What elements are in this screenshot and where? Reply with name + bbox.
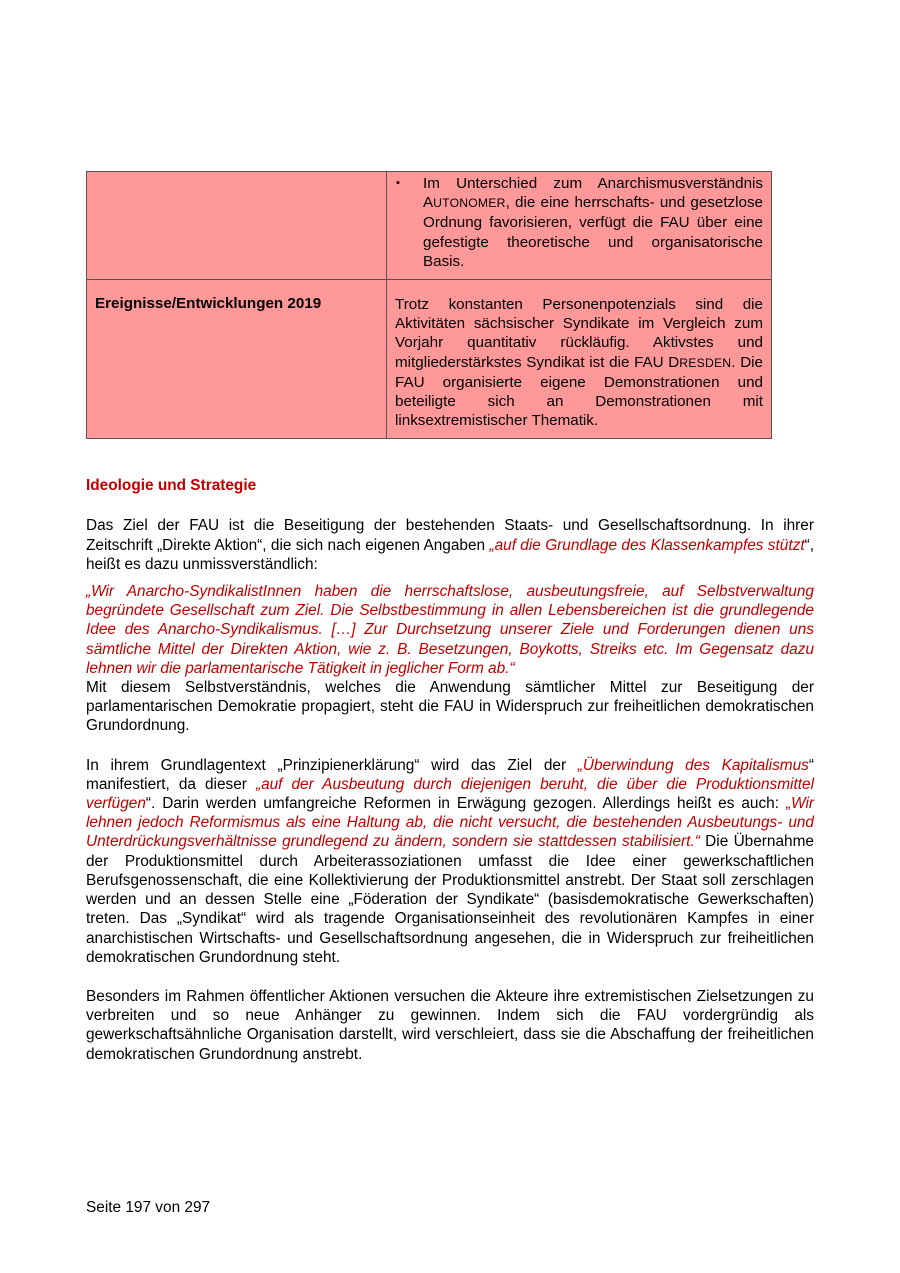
paragraph bbox=[86, 516, 814, 574]
cell-text-part: Trotz konstanten Personenpotenzials sind die Aktivitäten sächsischer Syndikate im Vergleich zum Vorjahr quantitativ rückläufig. Aktivstes und mitgliederstärkstes Syndikat ist die FAU D bbox=[395, 296, 763, 371]
section-heading: Ideologie und Strategie bbox=[86, 477, 257, 495]
text-run: “. Darin werden umfangreiche Reformen in Erwägung gezogen. Allerdings heißt es auch: bbox=[145, 795, 786, 813]
table-row bbox=[87, 280, 772, 439]
quote-run: „auf der Ausbeutung durch diejenigen beruht, die über die Produktionsmittel verfügen bbox=[86, 775, 814, 813]
paragraph: Besonders im Rahmen öffentlicher Aktionen versuchen die Akteure ihre extremistischen Zielsetzungen zu verbreiten und so neue Anhänger zu gewinnen. Indem sich die FAU vordergründig als gewerkschaftsähnliche Organisation darstellt, wird verschleiert, dass sie die Abschaffung der freiheitlichen demokratischen Grundordnung anstrebt. bbox=[86, 987, 814, 1063]
text-run: Die Übernahme der Produktionsmittel durch Arbeiterassoziationen umfasst die Idee einer gewerkschaftlichen Berufsgenossenschaft, die eine Kollektivierung der Produktionsmittel anstrebt. Der Staat soll zerschlagen werden und an dessen Stelle eine „Föderation der Syndikate“ (basisdemokratische Gewerkschaften) treten. Das „Syndikat“ wird als tragende Organisationseinheit des revolutionären Kampfes in einer anarchistischen Wirtschafts- und Gesellschaftsordnung angesehen, die in Widerspruch zur freiheitlichen demokratischen Grundordnung steht. bbox=[86, 833, 814, 966]
smallcaps-text: UTONOMER bbox=[433, 196, 506, 211]
paragraph bbox=[86, 756, 814, 967]
bullet-icon: ▪ bbox=[396, 177, 400, 189]
paragraph: Mit diesem Selbstverständnis, welches die Anwendung sämtlicher Mittel zur Beseitigung der parlamentarischen Demokratie propagiert, steht die FAU in Widerspruch zur freiheitlichen demokratischen Grundordnung. bbox=[86, 679, 814, 735]
cell-text-part: . Die FAU organisierte eigene Demonstrationen und beteiligte sich an Demonstrationen mit linksextremistischer Thematik. bbox=[395, 353, 763, 430]
bullet-text-part: Im Unterschied zum Anarchismusverständnis A bbox=[423, 175, 763, 212]
table-row bbox=[87, 172, 772, 280]
text-run: “, heißt es dazu unmissverständlich: bbox=[86, 536, 814, 573]
bullet-text bbox=[423, 174, 763, 271]
bullet-text-part: , die eine herrschafts- und gesetzlose Ordnung favorisieren, verfügt die FAU über eine gefestigte theoretische und organisatorische Basis. bbox=[423, 194, 763, 270]
text-run: Das Ziel der FAU ist die Beseitigung der bestehenden Staats- und Gesellschaftsordnung. In ihrer Zeitschrift „Direkte Aktion“, die sich nach eigenen Angaben bbox=[86, 517, 814, 554]
text-run: In ihrem Grundlagentext „Prinzipienerklärung“ wird das Ziel der bbox=[86, 756, 578, 774]
quote-run: „Wir lehnen jedoch Reformismus als eine Haltung ab, die nicht versucht, die bestehenden Ausbeutungs- und Unterdrückungsverhältnisse grundlegend zu ändern, sondern sie stattdessen stabilisiert.“ bbox=[86, 795, 814, 851]
table-label-cell: Ereignisse/Entwicklungen 2019 bbox=[87, 280, 387, 439]
page-content bbox=[86, 171, 814, 1064]
quote-run: „auf die Grundlage des Klassenkampfes stützt bbox=[489, 536, 805, 554]
table-text-cell bbox=[387, 280, 772, 439]
table-text-cell bbox=[387, 172, 772, 280]
profile-table bbox=[86, 171, 772, 439]
table-label-cell bbox=[87, 172, 387, 280]
smallcaps-text: RESDEN bbox=[679, 355, 732, 370]
bullet-item bbox=[395, 174, 763, 271]
block-quote: „Wir Anarcho-SyndikalistInnen haben die herrschaftslose, ausbeutungsfreie, auf Selbstverwaltung begründete Gesellschaft zum Ziel. Die Selbstbestimmung in allen Lebensbereichen ist die grundlegende Idee des Anarcho-Syndikalismus. […] Zur Durchsetzung unserer Ziele und Forderungen dienen uns sämtliche Mittel der Direkten Aktion, wie z. B. Besetzungen, Boykotts, Streiks etc. Im Gegensatz dazu lehnen wir die parlamentarische Tätigkeit in jeglicher Form ab.“ bbox=[86, 583, 814, 677]
quote-run: „Überwindung des Kapitalismus bbox=[577, 756, 809, 774]
page-number: Seite 197 von 297 bbox=[86, 1199, 211, 1216]
text-run: “ manifestiert, da dieser bbox=[86, 756, 814, 793]
